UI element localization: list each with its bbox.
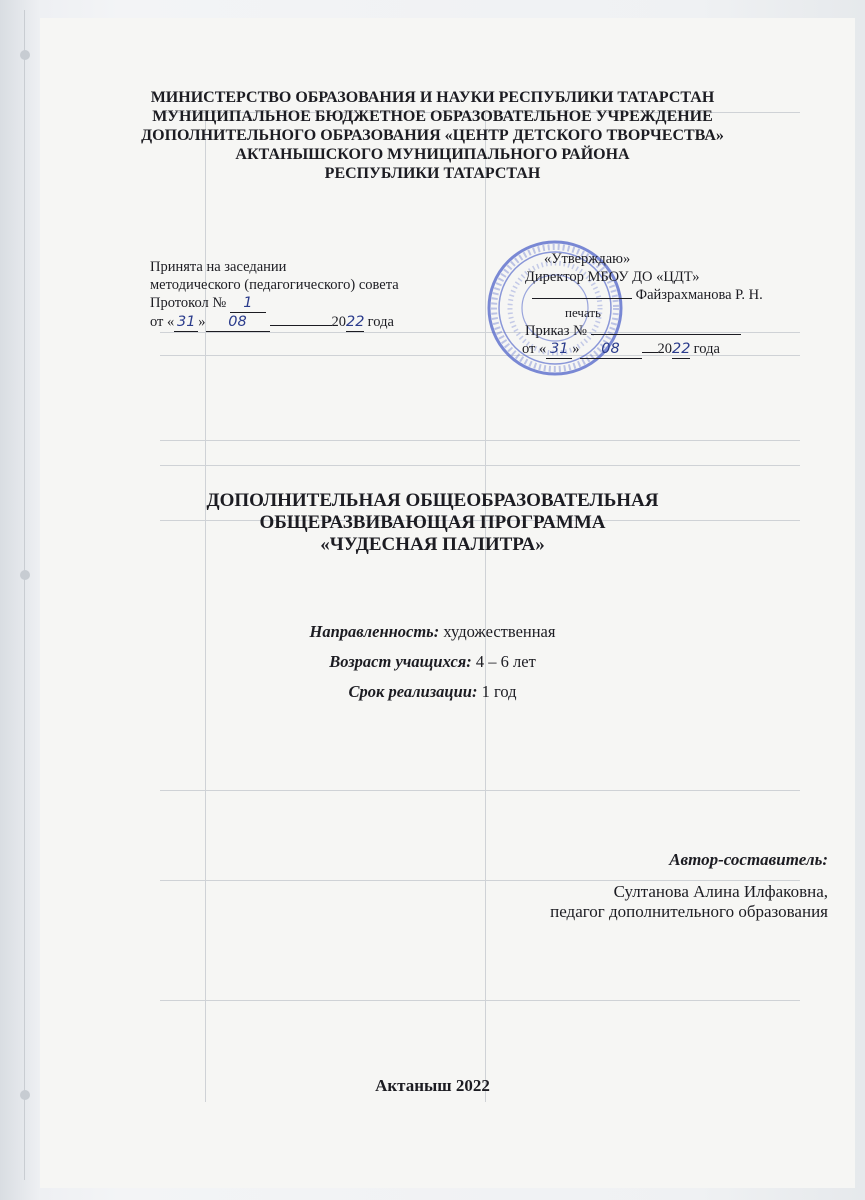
signature-field bbox=[532, 298, 632, 299]
district-line: АКТАНЫШСКОГО МУНИЦИПАЛЬНОГО РАЙОНА bbox=[235, 146, 630, 163]
term-label: Срок реализации: bbox=[348, 682, 478, 701]
day-value: 31 bbox=[550, 341, 569, 357]
author-label: Автор-составитель: bbox=[669, 850, 828, 869]
term-value: 1 год bbox=[481, 682, 517, 701]
year-field bbox=[346, 313, 364, 332]
year-word: года bbox=[693, 341, 720, 357]
sleeve-edge bbox=[14, 10, 25, 1180]
author-name: Султанова Алина Илфаковна, bbox=[613, 882, 828, 901]
direction-label: Направленность: bbox=[309, 622, 440, 641]
approval-line-1: «Утверждаю» bbox=[544, 251, 631, 267]
director-name: Файзрахманова Р. Н. bbox=[635, 287, 763, 303]
approval-block bbox=[520, 250, 763, 359]
age-label: Возраст учащихся: bbox=[329, 652, 472, 671]
adoption-block bbox=[150, 258, 399, 332]
order-number-field bbox=[591, 334, 741, 335]
author-block bbox=[550, 850, 828, 922]
adoption-line-1: Принята на заседании bbox=[150, 259, 287, 275]
date-prefix: от « bbox=[150, 314, 175, 330]
author-position: педагог дополнительного образования bbox=[550, 902, 828, 921]
approval-line-2: Директор МБОУ ДО «ЦДТ» bbox=[525, 269, 700, 285]
direction-line bbox=[0, 622, 865, 642]
seal-label: печать bbox=[565, 305, 601, 320]
institution-line-2: ДОПОЛНИТЕЛЬНОГО ОБРАЗОВАНИЯ «ЦЕНТР ДЕТСКОГО ТВОРЧЕСТВА» bbox=[141, 127, 724, 144]
order-line bbox=[520, 322, 763, 340]
month-blank bbox=[270, 325, 332, 326]
age-value: 4 – 6 лет bbox=[475, 652, 536, 671]
month-value: 08 bbox=[601, 341, 620, 357]
age-line bbox=[0, 652, 865, 672]
month-blank bbox=[642, 352, 658, 353]
year-value: 22 bbox=[346, 314, 365, 330]
approval-date: от « 31 » 08 2022 года bbox=[522, 341, 720, 357]
institution-line-1: МУНИЦИПАЛЬНОЕ БЮДЖЕТНОЕ ОБРАЗОВАТЕЛЬНОЕ УЧРЕЖДЕНИЕ bbox=[152, 108, 713, 125]
day-field bbox=[546, 340, 572, 359]
month-value: 08 bbox=[228, 314, 247, 330]
direction-value: художественная bbox=[443, 622, 556, 641]
program-title-line-3: «ЧУДЕСНАЯ ПАЛИТРА» bbox=[320, 534, 545, 555]
republic-line: РЕСПУБЛИКИ ТАТАРСТАН bbox=[324, 165, 541, 182]
date-prefix: от « bbox=[522, 341, 547, 357]
document-page bbox=[40, 18, 855, 1188]
protocol-number: 1 bbox=[243, 295, 253, 311]
adoption-line-2: методического (педагогического) совета bbox=[150, 277, 399, 293]
day-value: 31 bbox=[177, 314, 196, 330]
punch-hole bbox=[20, 50, 30, 60]
month-field bbox=[580, 340, 642, 359]
adoption-date: от « 31 » 08 2022 года bbox=[150, 314, 394, 330]
protocol-label: Протокол № bbox=[150, 295, 227, 311]
director-signature-line bbox=[520, 286, 763, 304]
year-value: 22 bbox=[672, 341, 691, 357]
year-word: года bbox=[367, 314, 394, 330]
punch-hole bbox=[20, 570, 30, 580]
place-year: Актаныш 2022 bbox=[375, 1076, 490, 1095]
protocol-number-field bbox=[230, 294, 266, 313]
program-title-line-2: ОБЩЕРАЗВИВАЮЩАЯ ПРОГРАММА bbox=[259, 512, 606, 533]
year-prefix: 20 bbox=[331, 314, 347, 330]
protocol-line bbox=[150, 294, 399, 313]
term-line bbox=[0, 682, 865, 702]
day-field bbox=[174, 313, 198, 332]
ministry-line: МИНИСТЕРСТВО ОБРАЗОВАНИЯ И НАУКИ РЕСПУБЛИКИ ТАТАРСТАН bbox=[150, 89, 715, 106]
year-prefix: 20 bbox=[657, 341, 673, 357]
program-title-line-1: ДОПОЛНИТЕЛЬНАЯ ОБЩЕОБРАЗОВАТЕЛЬНАЯ bbox=[206, 490, 659, 511]
month-field bbox=[206, 313, 270, 332]
year-field bbox=[672, 340, 690, 359]
order-label: Приказ № bbox=[525, 323, 587, 339]
